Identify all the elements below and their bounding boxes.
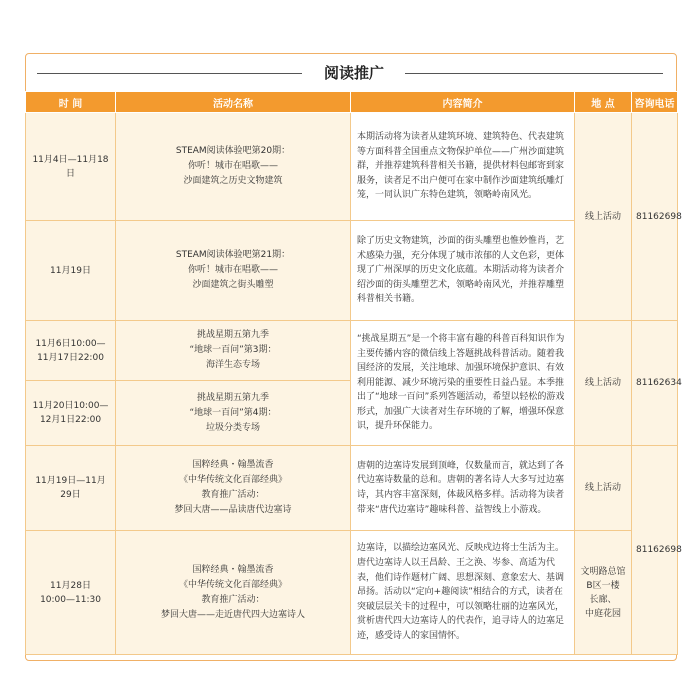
- activity-cell: 挑战星期五第九季 “地球一百问”第4期： 垃圾分类专场: [116, 381, 351, 446]
- place-cell: 线上活动: [575, 113, 632, 321]
- phone-cell: 81162634: [632, 321, 678, 446]
- place-cell: 文明路总馆 B区一楼 长廊、 中庭花园: [575, 531, 632, 655]
- intro-cell: 本期活动将为读者从建筑环境、建筑特色、代表建筑等方面科普全国重点文物保护单位——广州沙面建筑群，并推荐建筑科普相关书籍，提供材料包邮寄到家服务，读者足不出户便可在家中制作沙面建筑纸雕灯笼，一同认识广东特色建筑，领略岭南风光。: [351, 113, 575, 221]
- time-cell: 11月4日—11月18日: [26, 113, 116, 221]
- place-cell: 线上活动: [575, 446, 632, 531]
- time-cell: 11月28日 10:00—11:30: [26, 531, 116, 655]
- title-divider-left: [37, 73, 302, 74]
- phone-cell: 81162698: [632, 113, 678, 321]
- time-cell: 11月20日10:00— 12月1日22:00: [26, 381, 116, 446]
- header-phone: 咨询电话: [632, 92, 678, 113]
- time-cell: 11月19日: [26, 221, 116, 321]
- table-row: [26, 446, 678, 531]
- intro-cell: 边塞诗，以描绘边塞风光、反映戍边将士生活为主。唐代边塞诗人以王昌龄、王之涣、岑参、高适为代表，他们诗作题材广阔、思想深刻、意象宏大、基调昂扬。活动以“定向+趣阅读”相结合的方式，读者在突破层层关卡的过程中，可以领略壮丽的边塞风光，赏析唐代四大边塞诗人的代表作，追寻诗人的边塞足迹，感受诗人的家国情怀。: [351, 531, 575, 655]
- place-cell: 线上活动: [575, 321, 632, 446]
- table-header-row: [26, 92, 678, 113]
- activity-cell: STEAM阅读体验吧第20期： 你听！城市在唱歌—— 沙面建筑之历史文物建筑: [116, 113, 351, 221]
- table-row: [26, 113, 678, 221]
- activity-cell: 国粹经典・翰墨流香 《中华传统文化百部经典》 教育推广活动： 梦回大唐——品读唐代边塞诗: [116, 446, 351, 531]
- intro-cell: 除了历史文物建筑，沙面的街头雕塑也惟妙惟肖，艺术感染力强，充分体现了城市浓郁的人文色彩，更体现了广州深厚的历史文化底蕴。本期活动将为读者介绍沙面的街头雕塑艺术，领略岭南风光，并推荐雕塑科普相关书籍。: [351, 221, 575, 321]
- intro-cell: 唐朝的边塞诗发展到顶峰，仅数量而言，就达到了各代边塞诗数量的总和。唐朝的著名诗人大多写过边塞诗，其内容丰富深刻，体裁风格多样。活动将为读者带来“唐代边塞诗”趣味科普、益智线上小游戏。: [351, 446, 575, 531]
- header-time: 时 间: [26, 92, 116, 113]
- activity-cell: STEAM阅读体验吧第21期： 你听！城市在唱歌—— 沙面建筑之街头雕塑: [116, 221, 351, 321]
- table-row: [26, 531, 678, 655]
- table-row: [26, 321, 678, 381]
- header-activity: 活动名称: [116, 92, 351, 113]
- schedule-table: [25, 91, 682, 655]
- phone-cell: 81162698: [632, 446, 678, 655]
- activity-cell: 国粹经典・翰墨流香 《中华传统文化百部经典》 教育推广活动： 梦回大唐——走近唐代四大边塞诗人: [116, 531, 351, 655]
- time-cell: 11月6日10:00— 11月17日22:00: [26, 321, 116, 381]
- section-title-row: [25, 62, 677, 84]
- header-place: 地 点: [575, 92, 632, 113]
- activity-cell: 挑战星期五第九季 “地球一百问”第3期： 海洋生态专场: [116, 321, 351, 381]
- time-cell: 11月19日—11月29日: [26, 446, 116, 531]
- title-divider-right: [405, 73, 663, 74]
- intro-cell: “挑战星期五”是一个将丰富有趣的科普百科知识作为主要传播内容的微信线上答题挑战科普活动。随着我国经济的发展，关注地球、加强环境保护意识、有效利用能源、减少环境污染的重要性日益凸显。本季推出了“地球一百问”系列答题活动，希望以轻松的游戏形式，加强广大读者对生存环境的了解，增强环保意识，提升环保能力。: [351, 321, 575, 446]
- header-intro: 内容简介: [351, 92, 575, 113]
- section-title: 阅读推广: [323, 64, 384, 82]
